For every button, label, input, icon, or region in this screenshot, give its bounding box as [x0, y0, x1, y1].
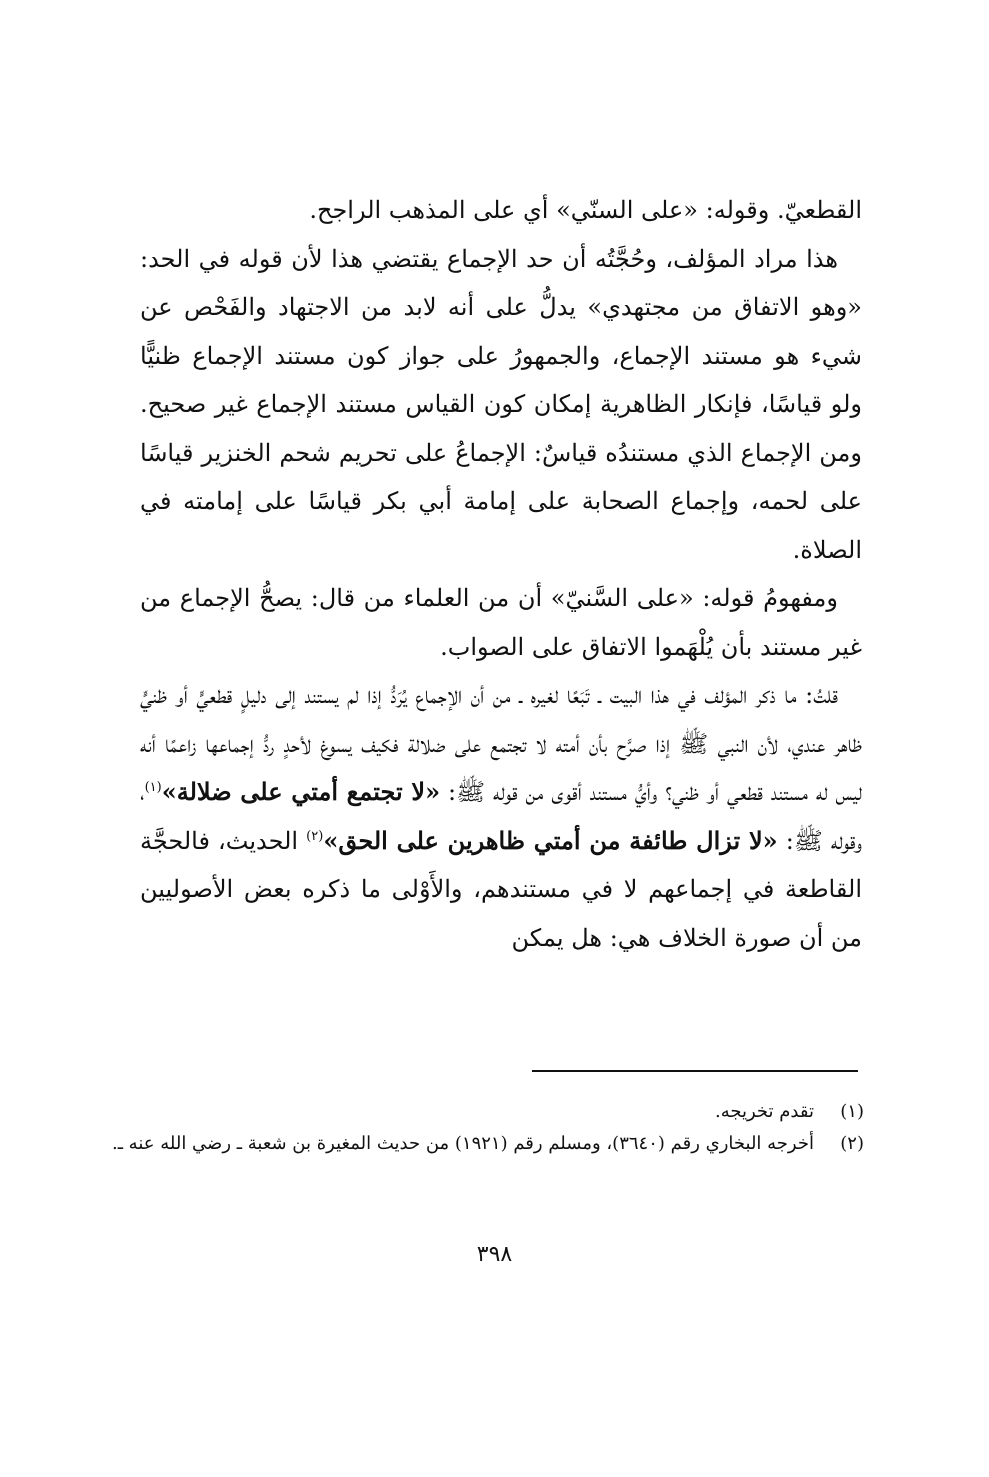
- paragraph-2: [140, 235, 862, 575]
- footnote-ref-2: (٢): [306, 828, 324, 844]
- footnote-2-text: أخرجه البخاري رقم (٣٦٤٠)، ومسلم رقم (١٩٢١) من حديث المغيرة بن شعبة ـ رضي الله عنه ـ.: [111, 1133, 814, 1154]
- paragraph-2-text: هذا مراد المؤلف، وحُجَّتُه أن حد الإجماع يقتضي هذا لأن قوله في الحد: «وهو الاتفاق من مجتهدي» يدلُّ على أنه لابد من الاجتهاد والفَحْص عن شيء هو مستند الإجماع، والجمهورُ على جواز كون مستند الإجماع ظنيًّا ولو قياسًا، فإنكار الظاهرية إمكان كون القياس مستند الإجماع غير صحيح. ومن الإجماع الذي مستندُه قياسٌ: الإجماعُ على تحريم شحم الخنزير قياسًا على لحمه، وإجماع الصحابة على إمامة أبي بكر قياسًا على إمامته في الصلاة.: [140, 244, 862, 564]
- paragraph-4: [140, 671, 862, 962]
- paragraph-3-text: ومفهومُ قوله: «على السَّنيّ» أن من العلماء من قال: يصحُّ الإجماع من غير مستند بأن يُلْهَموا الاتفاق على الصواب.: [140, 584, 862, 661]
- main-text: [140, 186, 862, 962]
- footnote-divider: [532, 1070, 858, 1072]
- footnote-1-number: (١): [840, 1101, 864, 1122]
- page-number: ٣٩٨: [476, 1242, 513, 1267]
- hadith-quote-2: «لا تزال طائفة من أمتي ظاهرين على الحق»: [323, 825, 778, 855]
- paragraph-3: [140, 574, 862, 671]
- footnote-2-number: (٢): [840, 1133, 864, 1154]
- footnote-1: [100, 1096, 864, 1128]
- hadith-quote-1: «لا تجتمع أمتي على ضلالة»: [161, 777, 441, 806]
- footnote-1-text: تقدم تخريجه.: [715, 1101, 814, 1122]
- footnote-ref-1: (١): [144, 780, 162, 795]
- paragraph-1: [140, 186, 862, 235]
- footnotes: [100, 1096, 864, 1160]
- paragraph-4-text-a: قلتُ: ما ذكر المؤلف في هذا البيت ـ تَبَعًا لغيره ـ من أن الإجماع يُرَدُّ إذا لم يستند إلى دليلٍ قطعيٍّ أو ظنيٍّ ظاهر عندي، لأن النبي ﷺ إذا صرَّح بأن أمته لا تجتمع على ضلالة فكيف يسوغ لأحدٍ ردُّ إجماعها زاعمًا أنه ليس له مستند قطعي أو ظني؟ وأيُّ مستند أقوى من قوله ﷺ:: [140, 681, 862, 806]
- paragraph-4-text-b: ، وقوله ﷺ:: [140, 778, 862, 855]
- paragraph-4-text-c: الحديث، فالحجَّة القاطعة في إجماعهم لا في مستندهم، والأَوْلى ما ذكره بعض الأصوليين من أن صورة الخلاف هي: هل يمكن: [140, 826, 862, 952]
- paragraph-1-text: القطعيّ. وقوله: «على السنّي» أي على المذهب الراجح.: [309, 196, 862, 224]
- footnote-2: [100, 1128, 864, 1160]
